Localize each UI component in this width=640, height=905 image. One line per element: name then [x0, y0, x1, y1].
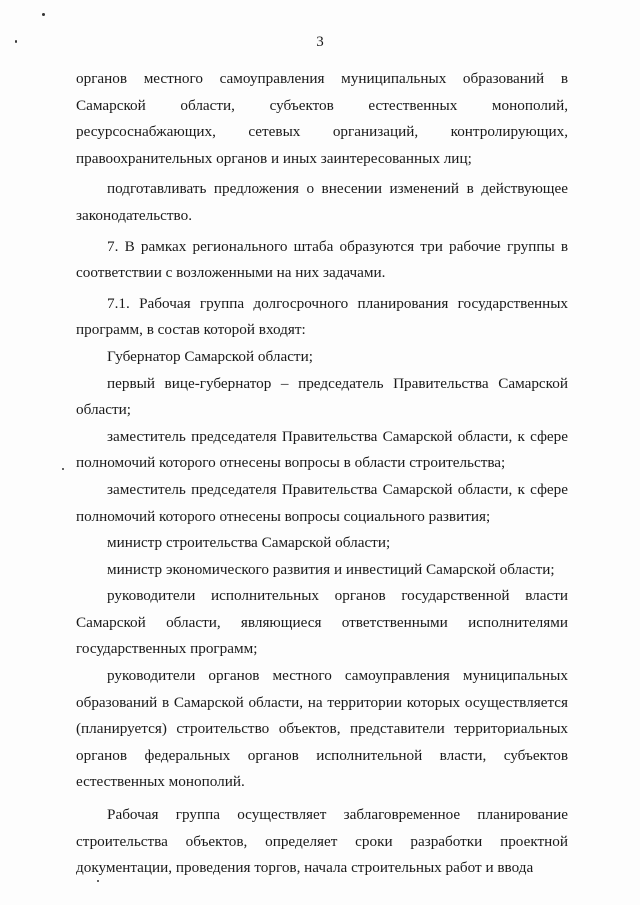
paragraph: органов местного самоуправления муниципальных образований в Самарской области, субъектов естественных монополий, ресурсоснабжающих, сетевых организаций, контролирующих, правоохранительных органов и иных заинтересованных лиц; [76, 70, 568, 167]
paragraph: руководители исполнительных органов государственной власти Самарской области, являющиеся ответственными исполнителями государственных программ; [76, 587, 568, 658]
paragraph: заместитель председателя Правительства Самарской области, к сфере полномочий которого отнесены вопросы социального развития; [76, 480, 568, 525]
paragraph: заместитель председателя Правительства Самарской области, к сфере полномочий которого отнесены вопросы в области строительства; [76, 427, 568, 472]
page-number: 3 [316, 34, 324, 50]
scan-speck [42, 13, 45, 16]
paragraph: Рабочая группа осуществляет заблаговременное планирование строительства объектов, определяет сроки разработки проектной документации, проведения торгов, начала строительных работ и ввода [76, 806, 568, 877]
scan-speck [62, 468, 64, 470]
paragraph: министр экономического развития и инвестиций Самарской области; [107, 560, 555, 578]
paragraph: руководители органов местного самоуправления муниципальных образований в Самарской области, на территории которых осуществляется (планируется) строительство объектов, представители территориальных органов федеральных органов исполнительной власти, субъектов естественных монополий. [76, 667, 568, 791]
paragraph: министр строительства Самарской области; [107, 534, 391, 552]
paragraph: 7.1. Рабочая группа долгосрочного планирования государственных программ, в состав которой входят: [76, 294, 568, 339]
paragraph: 7. В рамках регионального штаба образуются три рабочие группы в соответствии с возложенными на них задачами. [76, 237, 568, 282]
paragraph: первый вице-губернатор – председатель Правительства Самарской области; [76, 374, 568, 419]
document-body [76, 66, 568, 882]
paragraph: Губернатор Самарской области; [107, 347, 313, 365]
paragraph: подготавливать предложения о внесении изменений в действующее законодательство. [76, 180, 568, 224]
